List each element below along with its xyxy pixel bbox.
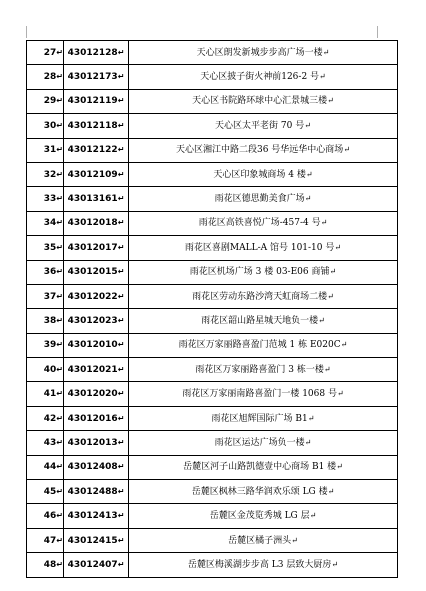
return-mark-icon: ↵ — [327, 486, 335, 496]
return-mark-icon: ↵ — [117, 462, 125, 472]
row-number-cell — [27, 553, 64, 577]
store-code-cell — [64, 41, 129, 65]
store-code-cell — [64, 284, 129, 308]
return-mark-icon: ↵ — [56, 120, 63, 130]
store-code-cell — [64, 260, 129, 284]
store-address: 雨花区运达广场负一楼 — [214, 437, 305, 448]
row-number: 34 — [43, 218, 57, 229]
return-mark-icon: ↵ — [117, 120, 125, 130]
store-address-cell — [129, 65, 398, 89]
row-number: 43 — [43, 437, 57, 448]
row-number: 45 — [43, 486, 57, 497]
store-code-cell — [64, 187, 129, 211]
row-number-cell — [27, 431, 64, 455]
row-number: 28 — [43, 72, 57, 83]
return-mark-icon: ↵ — [56, 437, 63, 447]
return-mark-icon: ↵ — [56, 267, 63, 277]
return-mark-icon: ↵ — [117, 559, 125, 569]
store-address: 雨花区旭辉国际广场 B1 — [211, 413, 308, 424]
store-address-cell — [129, 358, 398, 382]
return-mark-icon: ↵ — [56, 169, 63, 179]
store-code-cell — [64, 480, 129, 504]
row-number-cell — [27, 187, 64, 211]
return-mark-icon: ↵ — [56, 511, 63, 521]
store-code: 43012415 — [67, 535, 118, 546]
store-address: 天心区印象城商场 4 楼 — [213, 169, 306, 180]
return-mark-icon: ↵ — [56, 291, 63, 301]
store-code-cell — [64, 504, 129, 528]
store-address-cell — [129, 455, 398, 479]
store-address-cell — [129, 504, 398, 528]
row-number: 30 — [43, 120, 57, 131]
store-code-cell — [64, 553, 129, 577]
table-row — [27, 284, 398, 308]
store-address: 岳麓区梅溪湖步步高 L3 层致大厨房 — [187, 559, 332, 570]
store-code-cell — [64, 211, 129, 235]
return-mark-icon: ↵ — [334, 242, 342, 252]
store-address-cell — [129, 162, 398, 186]
return-mark-icon: ↵ — [327, 96, 334, 106]
return-mark-icon: ↵ — [117, 437, 125, 447]
return-mark-icon: ↵ — [309, 511, 317, 521]
row-number: 35 — [43, 242, 57, 253]
store-code-cell — [64, 114, 129, 138]
page-corner-mark-left — [26, 26, 27, 38]
store-address-cell — [129, 114, 398, 138]
return-mark-icon: ↵ — [304, 437, 312, 447]
return-mark-icon: ↵ — [117, 96, 125, 106]
return-mark-icon: ↵ — [117, 340, 125, 350]
store-code: 43012018 — [67, 218, 118, 229]
store-code-cell — [64, 236, 129, 260]
row-number: 48 — [43, 559, 57, 570]
row-number-cell — [27, 284, 64, 308]
row-number-cell — [27, 138, 64, 162]
return-mark-icon: ↵ — [56, 96, 63, 106]
row-number-cell — [27, 211, 64, 235]
store-address-cell — [129, 406, 398, 430]
table-row — [27, 236, 398, 260]
store-address: 岳麓区河子山路凯德壹中心商场 B1 楼 — [183, 462, 337, 473]
store-code-cell — [64, 89, 129, 113]
return-mark-icon: ↵ — [56, 218, 63, 228]
store-address-cell — [129, 260, 398, 284]
store-code-cell — [64, 65, 129, 89]
store-address: 岳麓区枫林三路华润欢乐颂 LG 楼 — [191, 486, 328, 497]
return-mark-icon: ↵ — [56, 364, 63, 374]
store-address-cell — [129, 528, 398, 552]
return-mark-icon: ↵ — [117, 145, 125, 155]
store-code: 43012118 — [67, 120, 118, 131]
return-mark-icon: ↵ — [117, 535, 125, 545]
return-mark-icon: ↵ — [117, 511, 125, 521]
row-number-cell — [27, 236, 64, 260]
row-number-cell — [27, 480, 64, 504]
return-mark-icon: ↵ — [329, 267, 337, 277]
store-address: 岳麓区金茂览秀城 LG 层 — [209, 511, 310, 522]
store-address: 雨花区德思勤美食广场 — [214, 194, 305, 205]
store-code-cell — [64, 528, 129, 552]
row-number-cell — [27, 309, 64, 333]
store-address-cell — [129, 333, 398, 357]
store-code-cell — [64, 382, 129, 406]
row-number-cell — [27, 41, 64, 65]
table-row — [27, 138, 398, 162]
store-address-cell — [129, 284, 398, 308]
store-address-cell — [129, 382, 398, 406]
store-table — [26, 40, 398, 578]
store-address-cell — [129, 89, 398, 113]
store-address-cell — [129, 187, 398, 211]
return-mark-icon: ↵ — [304, 194, 312, 204]
return-mark-icon: ↵ — [320, 218, 328, 228]
table-row — [27, 455, 398, 479]
row-number: 31 — [43, 145, 57, 156]
row-number-cell — [27, 65, 64, 89]
table-row — [27, 162, 398, 186]
return-mark-icon: ↵ — [117, 72, 125, 82]
store-address: 雨花区劳动东路沙湾天虹商场二楼 — [192, 291, 328, 302]
return-mark-icon: ↵ — [331, 559, 339, 569]
row-number: 44 — [43, 462, 57, 473]
table-row — [27, 480, 398, 504]
table-row — [27, 333, 398, 357]
row-number-cell — [27, 455, 64, 479]
store-code: 43012015 — [67, 267, 118, 278]
row-number-cell — [27, 528, 64, 552]
store-address: 雨花区万家丽路喜盈门 3 栋一楼 — [195, 364, 324, 375]
return-mark-icon: ↵ — [56, 47, 63, 57]
row-number: 38 — [43, 315, 57, 326]
return-mark-icon: ↵ — [307, 413, 315, 423]
store-code-cell — [64, 162, 129, 186]
return-mark-icon: ↵ — [56, 242, 63, 252]
return-mark-icon: ↵ — [117, 218, 125, 228]
store-address: 天心区太平老街 70 号 — [215, 120, 305, 131]
row-number-cell — [27, 260, 64, 284]
return-mark-icon: ↵ — [56, 72, 63, 82]
table-row — [27, 187, 398, 211]
store-code-cell — [64, 431, 129, 455]
store-address: 天心区朗发新城步步高广场一楼 — [196, 47, 323, 58]
return-mark-icon: ↵ — [323, 364, 331, 374]
store-code: 43012010 — [67, 340, 118, 351]
store-code: 43012119 — [67, 96, 118, 107]
table-row — [27, 553, 398, 577]
table-row — [27, 41, 398, 65]
row-number: 47 — [43, 535, 57, 546]
store-code: 43012013 — [67, 437, 118, 448]
return-mark-icon: ↵ — [117, 364, 125, 374]
store-code: 43012022 — [67, 291, 118, 302]
store-address-cell — [129, 431, 398, 455]
row-number: 41 — [43, 389, 57, 400]
row-number: 46 — [43, 511, 57, 522]
return-mark-icon: ↵ — [117, 389, 125, 399]
row-number: 36 — [43, 267, 57, 278]
store-code: 43012023 — [67, 315, 118, 326]
return-mark-icon: ↵ — [56, 559, 63, 569]
row-number: 39 — [43, 340, 57, 351]
return-mark-icon: ↵ — [56, 340, 63, 350]
store-address: 天心区书院路环球中心汇景城三楼 — [192, 96, 328, 107]
return-mark-icon: ↵ — [117, 486, 125, 496]
store-address-cell — [129, 138, 398, 162]
store-address: 天心区湘江中路二段36 号华远华中心商场 — [175, 145, 344, 156]
store-address: 雨花区韶山路星城天地负一楼 — [201, 315, 319, 326]
store-address: 雨花区机场广场 3 楼 03-E06 商铺 — [189, 267, 330, 278]
store-code-cell — [64, 455, 129, 479]
store-address-cell — [129, 309, 398, 333]
store-code-cell — [64, 309, 129, 333]
page-corner-mark-right — [377, 26, 378, 38]
table-row — [27, 358, 398, 382]
table-row — [27, 89, 398, 113]
store-address: 雨花区万家丽南路喜盈门一楼 1068 号 — [182, 389, 337, 400]
table-row — [27, 528, 398, 552]
row-number-cell — [27, 406, 64, 430]
return-mark-icon: ↵ — [117, 47, 125, 57]
return-mark-icon: ↵ — [56, 413, 63, 423]
store-code: 43012173 — [67, 72, 118, 83]
return-mark-icon: ↵ — [336, 462, 343, 472]
row-number: 27 — [43, 47, 57, 58]
return-mark-icon: ↵ — [117, 267, 125, 277]
table-row — [27, 406, 398, 430]
store-address-cell — [129, 553, 398, 577]
table-row — [27, 504, 398, 528]
row-number: 33 — [43, 194, 57, 205]
store-address-cell — [129, 236, 398, 260]
table-row — [27, 260, 398, 284]
store-code-cell — [64, 333, 129, 357]
return-mark-icon: ↵ — [327, 291, 334, 301]
table-row — [27, 211, 398, 235]
store-code: 43012122 — [67, 145, 118, 156]
return-mark-icon: ↵ — [343, 145, 351, 155]
return-mark-icon: ↵ — [56, 194, 63, 204]
store-code: 43013161 — [67, 194, 118, 205]
return-mark-icon: ↵ — [117, 194, 125, 204]
return-mark-icon: ↵ — [336, 389, 344, 399]
return-mark-icon: ↵ — [322, 47, 330, 57]
return-mark-icon: ↵ — [340, 340, 348, 350]
row-number-cell — [27, 382, 64, 406]
table-row — [27, 65, 398, 89]
return-mark-icon: ↵ — [291, 535, 298, 545]
return-mark-icon: ↵ — [56, 145, 63, 155]
store-code: 43012017 — [67, 242, 118, 253]
return-mark-icon: ↵ — [117, 315, 125, 325]
row-number: 42 — [43, 413, 57, 424]
row-number: 32 — [43, 169, 57, 180]
return-mark-icon: ↵ — [117, 291, 125, 301]
store-table-body — [27, 41, 398, 578]
store-code-cell — [64, 358, 129, 382]
row-number-cell — [27, 333, 64, 357]
store-code: 43012016 — [67, 413, 118, 424]
row-number: 40 — [43, 364, 57, 375]
return-mark-icon: ↵ — [117, 169, 125, 179]
store-code-cell — [64, 406, 129, 430]
store-code: 43012407 — [67, 559, 118, 570]
return-mark-icon: ↵ — [117, 413, 125, 423]
store-address-cell — [129, 211, 398, 235]
table-row — [27, 431, 398, 455]
store-code-cell — [64, 138, 129, 162]
store-code: 43012021 — [67, 364, 118, 375]
store-address: 雨花区高铁喜悦广场-457-4 号 — [198, 218, 321, 229]
store-address-cell — [129, 480, 398, 504]
row-number: 29 — [43, 96, 57, 107]
row-number-cell — [27, 162, 64, 186]
row-number-cell — [27, 114, 64, 138]
return-mark-icon: ↵ — [304, 120, 311, 130]
store-code: 43012109 — [67, 169, 118, 180]
row-number-cell — [27, 358, 64, 382]
return-mark-icon: ↵ — [318, 315, 325, 325]
store-address: 雨花区万家丽路喜盈门范城 1 栋 E020C — [178, 340, 341, 351]
row-number-cell — [27, 89, 64, 113]
store-code: 43012408 — [67, 462, 118, 473]
store-code: 43012413 — [67, 511, 118, 522]
return-mark-icon: ↵ — [305, 169, 313, 179]
store-address: 岳麓区橘子洲头 — [228, 535, 292, 546]
row-number: 37 — [43, 291, 57, 302]
return-mark-icon: ↵ — [56, 535, 63, 545]
return-mark-icon: ↵ — [319, 72, 326, 82]
table-row — [27, 309, 398, 333]
store-code: 43012020 — [67, 389, 118, 400]
store-address: 天心区披子街火神前126-2 号 — [200, 72, 320, 83]
store-address-cell — [129, 41, 398, 65]
store-code: 43012128 — [67, 47, 118, 58]
row-number-cell — [27, 504, 64, 528]
return-mark-icon: ↵ — [56, 486, 63, 496]
store-address: 雨花区喜剧MALL-A 馆号 101-10 号 — [184, 242, 335, 253]
store-code: 43012488 — [67, 486, 118, 497]
table-row — [27, 382, 398, 406]
table-row — [27, 114, 398, 138]
return-mark-icon: ↵ — [56, 462, 63, 472]
return-mark-icon: ↵ — [56, 315, 63, 325]
return-mark-icon: ↵ — [56, 389, 63, 399]
return-mark-icon: ↵ — [117, 242, 125, 252]
